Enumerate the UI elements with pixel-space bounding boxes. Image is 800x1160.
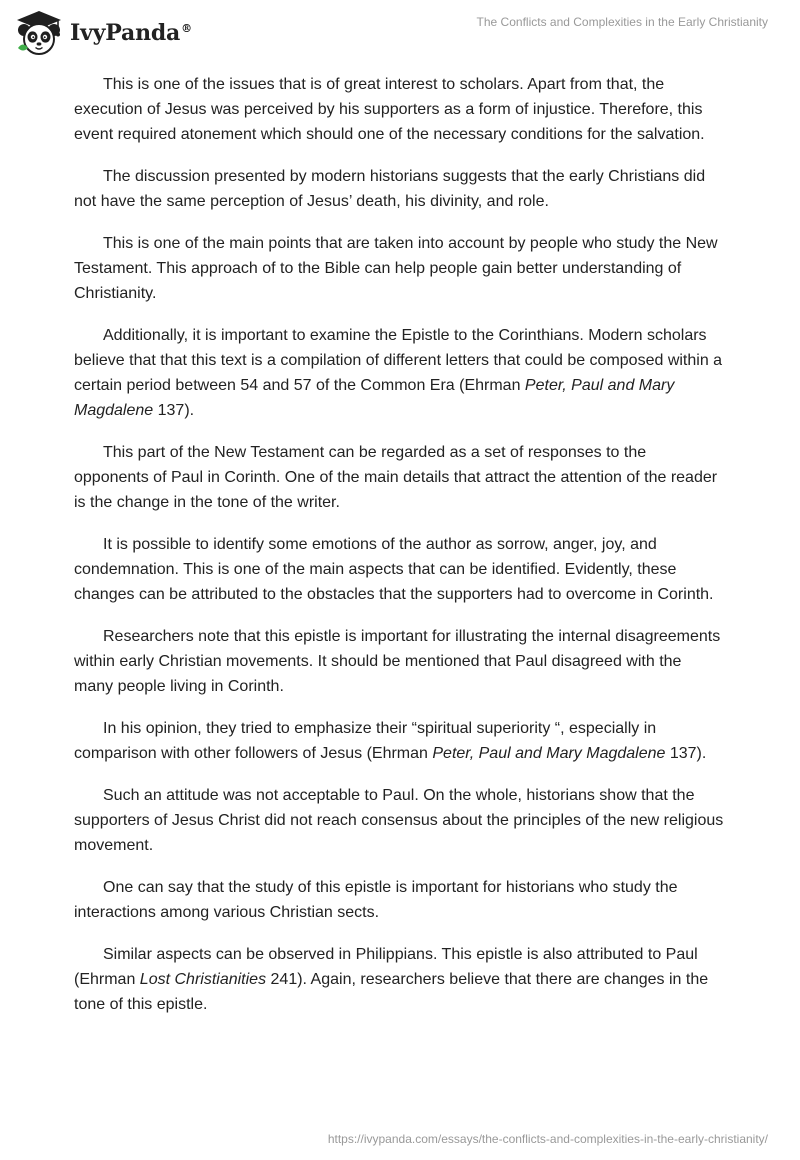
panda-graduate-icon: [14, 8, 64, 58]
ivypanda-logo[interactable]: [14, 8, 192, 58]
paragraph-6: It is possible to identify some emotions of the author as sorrow, anger, joy, and condemnation. This is one of the main aspects that can be identified. Evidently, these changes can be attributed to the obstacles that the supporters had to overcome in Corinth.: [74, 536, 714, 603]
registered-mark: ®: [181, 21, 192, 35]
paragraph-5: This part of the New Testament can be regarded as a set of responses to the opponents of Paul in Corinth. One of the main details that attract the attention of the reader is the change in the tone of the writer.: [74, 444, 718, 511]
paragraph-8-citation-end: 137).: [665, 745, 707, 762]
document-title: The Conflicts and Complexities in the Early Christianity: [476, 15, 768, 29]
paragraph-9: Such an attitude was not acceptable to Paul. On the whole, historians show that the supporters of Jesus Christ did not reach consensus about the principles of the new religious movement.: [74, 787, 724, 854]
source-url-link[interactable]: https://ivypanda.com/essays/the-conflicts-and-complexities-in-the-early-christianity/: [327, 1132, 768, 1146]
brand-name: IvyPanda®: [70, 20, 192, 46]
paragraph-11: [74, 942, 724, 1017]
citation-title: Peter, Paul and Mary Magdalene: [74, 377, 675, 419]
essay-body: [74, 72, 724, 1034]
paragraph-4-text: Additionally, it is important to examine the Epistle to the Corinthians. Modern scholars believe that that this text is a compilation of different letters that could be composed within a certain period between 54 and 57 of the Common Era (Ehrman: [74, 327, 723, 394]
paragraph-8: [74, 716, 724, 766]
paragraph-4-citation-end: 137).: [153, 402, 195, 419]
paragraph-3: This is one of the main points that are taken into account by people who study the New Testament. This approach of to the Bible can help people gain better understanding of Christianity.: [74, 235, 718, 302]
paragraph-7: Researchers note that this epistle is important for illustrating the internal disagreements within early Christian movements. It should be mentioned that Paul disagreed with the many people living in Corinth.: [74, 628, 721, 695]
paragraph-4: [74, 323, 724, 423]
page-header: [0, 0, 800, 64]
citation-title: Lost Christianities: [139, 971, 267, 988]
paragraph-8-text: In his opinion, they tried to emphasize their “spiritual superiority “, especially in comparison with other followers of Jesus (Ehrman: [74, 720, 657, 762]
paragraph-2: The discussion presented by modern historians suggests that the early Christians did not have the same perception of Jesus’ death, his divinity, and role.: [74, 168, 706, 210]
paragraph-11-text: Similar aspects can be observed in Philippians. This epistle is also attributed to Paul (Ehrman: [74, 946, 698, 988]
paragraph-1: This is one of the issues that is of great interest to scholars. Apart from that, the execution of Jesus was perceived by his supporters as a form of injustice. Therefore, this event required atonement which should one of the necessary conditions for the salvation.: [74, 76, 705, 143]
paragraph-11-citation-end: 241). Again, researchers believe that there are changes in the tone of this epistle.: [74, 971, 709, 1013]
citation-title: Peter, Paul and Mary Magdalene: [432, 745, 666, 762]
paragraph-10: One can say that the study of this epistle is important for historians who study the interactions among various Christian sects.: [74, 879, 678, 921]
